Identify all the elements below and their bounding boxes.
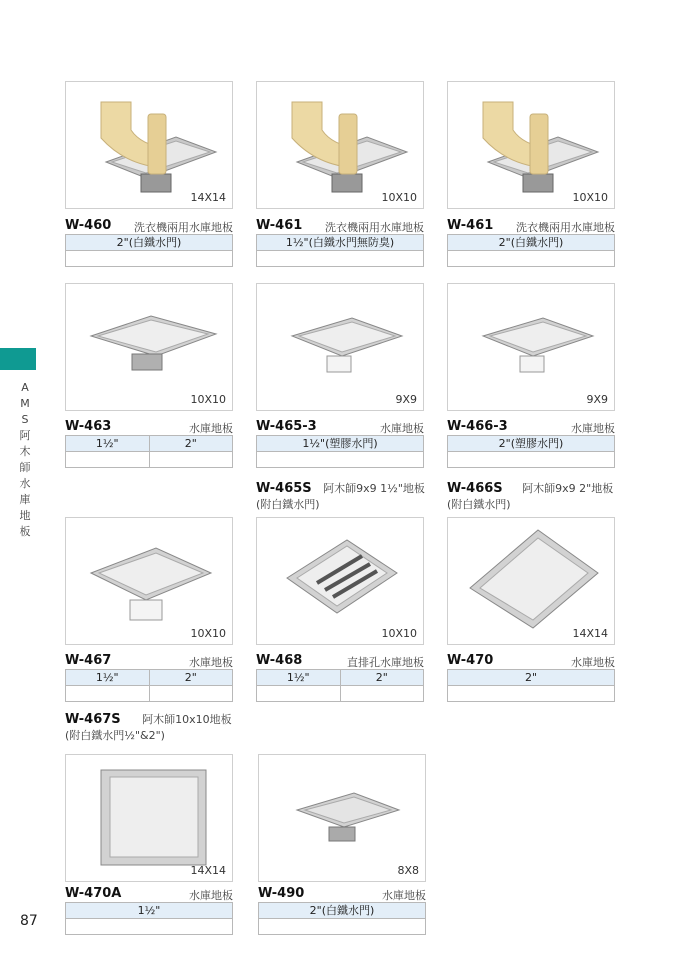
spec-table [258, 902, 426, 935]
model-number: W-468 [256, 653, 303, 668]
spec-cell: 2"(白鐵水門) [309, 904, 375, 917]
variant-note [65, 712, 232, 744]
spec-empty-cell [66, 251, 232, 266]
spec-empty-cell [149, 686, 233, 701]
spec-empty-cell [66, 452, 149, 467]
product-header [256, 653, 426, 669]
product-header [65, 886, 235, 902]
spec-empty-cell [340, 686, 424, 701]
spec-table [65, 435, 233, 468]
spec-table [256, 234, 424, 267]
model-number: W-466S [447, 481, 503, 496]
size-label: 9X9 [395, 393, 417, 406]
model-number: W-470 [447, 653, 494, 668]
spec-cell: 1½" [137, 904, 161, 917]
spec-table [447, 669, 615, 702]
product-header [65, 653, 235, 669]
spec-table [65, 902, 233, 935]
model-number: W-467 [65, 653, 112, 668]
spec-cell: 1½"(塑膠水門) [302, 437, 378, 450]
product-image-w461 [256, 81, 424, 209]
side-tab-marker [0, 348, 36, 370]
note-line2: (附白鐵水門) [447, 498, 511, 511]
floor-drain-illustration [448, 284, 614, 410]
drain-with-elbow-illustration [448, 82, 614, 208]
product-desc: 水庫地板 [380, 422, 424, 435]
model-number: W-461 [256, 218, 303, 233]
size-label: 10X10 [190, 627, 226, 640]
floor-drain-illustration [257, 284, 423, 410]
variant-note [256, 481, 425, 513]
size-label: 10X10 [572, 191, 608, 204]
floor-drain-illustration [66, 518, 232, 644]
note-line2: (附白鐵水門) [256, 498, 320, 511]
spec-table [65, 669, 233, 702]
model-number: W-470A [65, 886, 122, 901]
spec-empty-cell [149, 452, 233, 467]
size-label: 14X14 [190, 191, 226, 204]
product-image-w490 [258, 754, 426, 882]
model-number: W-490 [258, 886, 305, 901]
model-number: W-460 [65, 218, 112, 233]
spec-cell: 2" [524, 671, 538, 684]
model-number: W-467S [65, 712, 121, 727]
product-desc: 直排孔水庫地板 [347, 656, 424, 669]
spec-empty-cell [448, 686, 614, 701]
product-header [447, 419, 617, 435]
product-desc: 水庫地板 [571, 422, 615, 435]
product-image-w470 [447, 517, 615, 645]
model-number: W-466-3 [447, 419, 508, 434]
spec-table [447, 234, 615, 267]
size-label: 14X14 [572, 627, 608, 640]
floor-drain-illustration [257, 518, 423, 644]
variant-note [447, 481, 613, 513]
spec-empty-cell [448, 452, 614, 467]
product-desc: 洗衣機兩用水庫地板 [516, 221, 615, 234]
spec-cell: 2"(塑膠水門) [498, 437, 564, 450]
spec-table [256, 669, 424, 702]
drain-with-elbow-illustration [66, 82, 232, 208]
note-line1: 阿木師9x9 2"地板 [522, 482, 614, 495]
product-image-w463 [65, 283, 233, 411]
product-image-w465-3 [256, 283, 424, 411]
model-number: W-465-3 [256, 419, 317, 434]
floor-drain-illustration [448, 518, 614, 644]
page-number: 87 [20, 913, 38, 929]
spec-empty-cell [66, 686, 149, 701]
product-header [256, 419, 426, 435]
spec-empty-cell [257, 251, 423, 266]
spec-empty-cell [257, 452, 423, 467]
floor-drain-illustration [66, 284, 232, 410]
model-number: W-463 [65, 419, 112, 434]
spec-empty-cell [448, 251, 614, 266]
product-image-w466-3 [447, 283, 615, 411]
product-header [447, 218, 617, 234]
model-number: W-461 [447, 218, 494, 233]
size-label: 9X9 [586, 393, 608, 406]
product-header [256, 218, 426, 234]
floor-drain-illustration [66, 755, 232, 881]
spec-cell: 1½" [286, 671, 310, 684]
size-label: 10X10 [381, 627, 417, 640]
spec-cell: 2" [149, 670, 233, 685]
product-desc: 水庫地板 [189, 889, 233, 902]
spec-table [447, 435, 615, 468]
product-header [65, 419, 235, 435]
side-label: AMS阿木師水庫地板 [19, 381, 31, 538]
size-label: 10X10 [381, 191, 417, 204]
spec-empty-cell [259, 919, 425, 934]
spec-cell: 1½"(白鐵水門無防臭) [285, 236, 395, 249]
size-label: 8X8 [397, 864, 419, 877]
product-desc: 水庫地板 [189, 422, 233, 435]
product-image-w468 [256, 517, 424, 645]
model-number: W-465S [256, 481, 312, 496]
product-desc: 水庫地板 [189, 656, 233, 669]
spec-cell: 2"(白鐵水門) [116, 236, 182, 249]
spec-cell: 1½" [95, 437, 119, 450]
spec-table [256, 435, 424, 468]
product-image-w467 [65, 517, 233, 645]
note-line1: 阿木師10x10地板 [142, 713, 232, 726]
product-desc: 水庫地板 [382, 889, 426, 902]
product-image-w470a [65, 754, 233, 882]
spec-cell: 2" [149, 436, 233, 451]
spec-cell: 1½" [95, 671, 119, 684]
size-label: 10X10 [190, 393, 226, 406]
size-label: 14X14 [190, 864, 226, 877]
note-line1: 阿木師9x9 1½"地板 [323, 482, 425, 495]
floor-drain-illustration [259, 755, 425, 881]
note-line2: (附白鐵水門½"&2") [65, 729, 165, 742]
product-header [65, 218, 235, 234]
product-header [447, 653, 617, 669]
product-header [258, 886, 428, 902]
product-desc: 水庫地板 [571, 656, 615, 669]
spec-table [65, 234, 233, 267]
spec-cell: 2" [340, 670, 424, 685]
product-image-w460 [65, 81, 233, 209]
drain-with-elbow-illustration [257, 82, 423, 208]
spec-cell: 2"(白鐵水門) [498, 236, 564, 249]
spec-empty-cell [257, 686, 340, 701]
product-image-w461 [447, 81, 615, 209]
product-desc: 洗衣機兩用水庫地板 [134, 221, 233, 234]
product-desc: 洗衣機兩用水庫地板 [325, 221, 424, 234]
spec-empty-cell [66, 919, 232, 934]
